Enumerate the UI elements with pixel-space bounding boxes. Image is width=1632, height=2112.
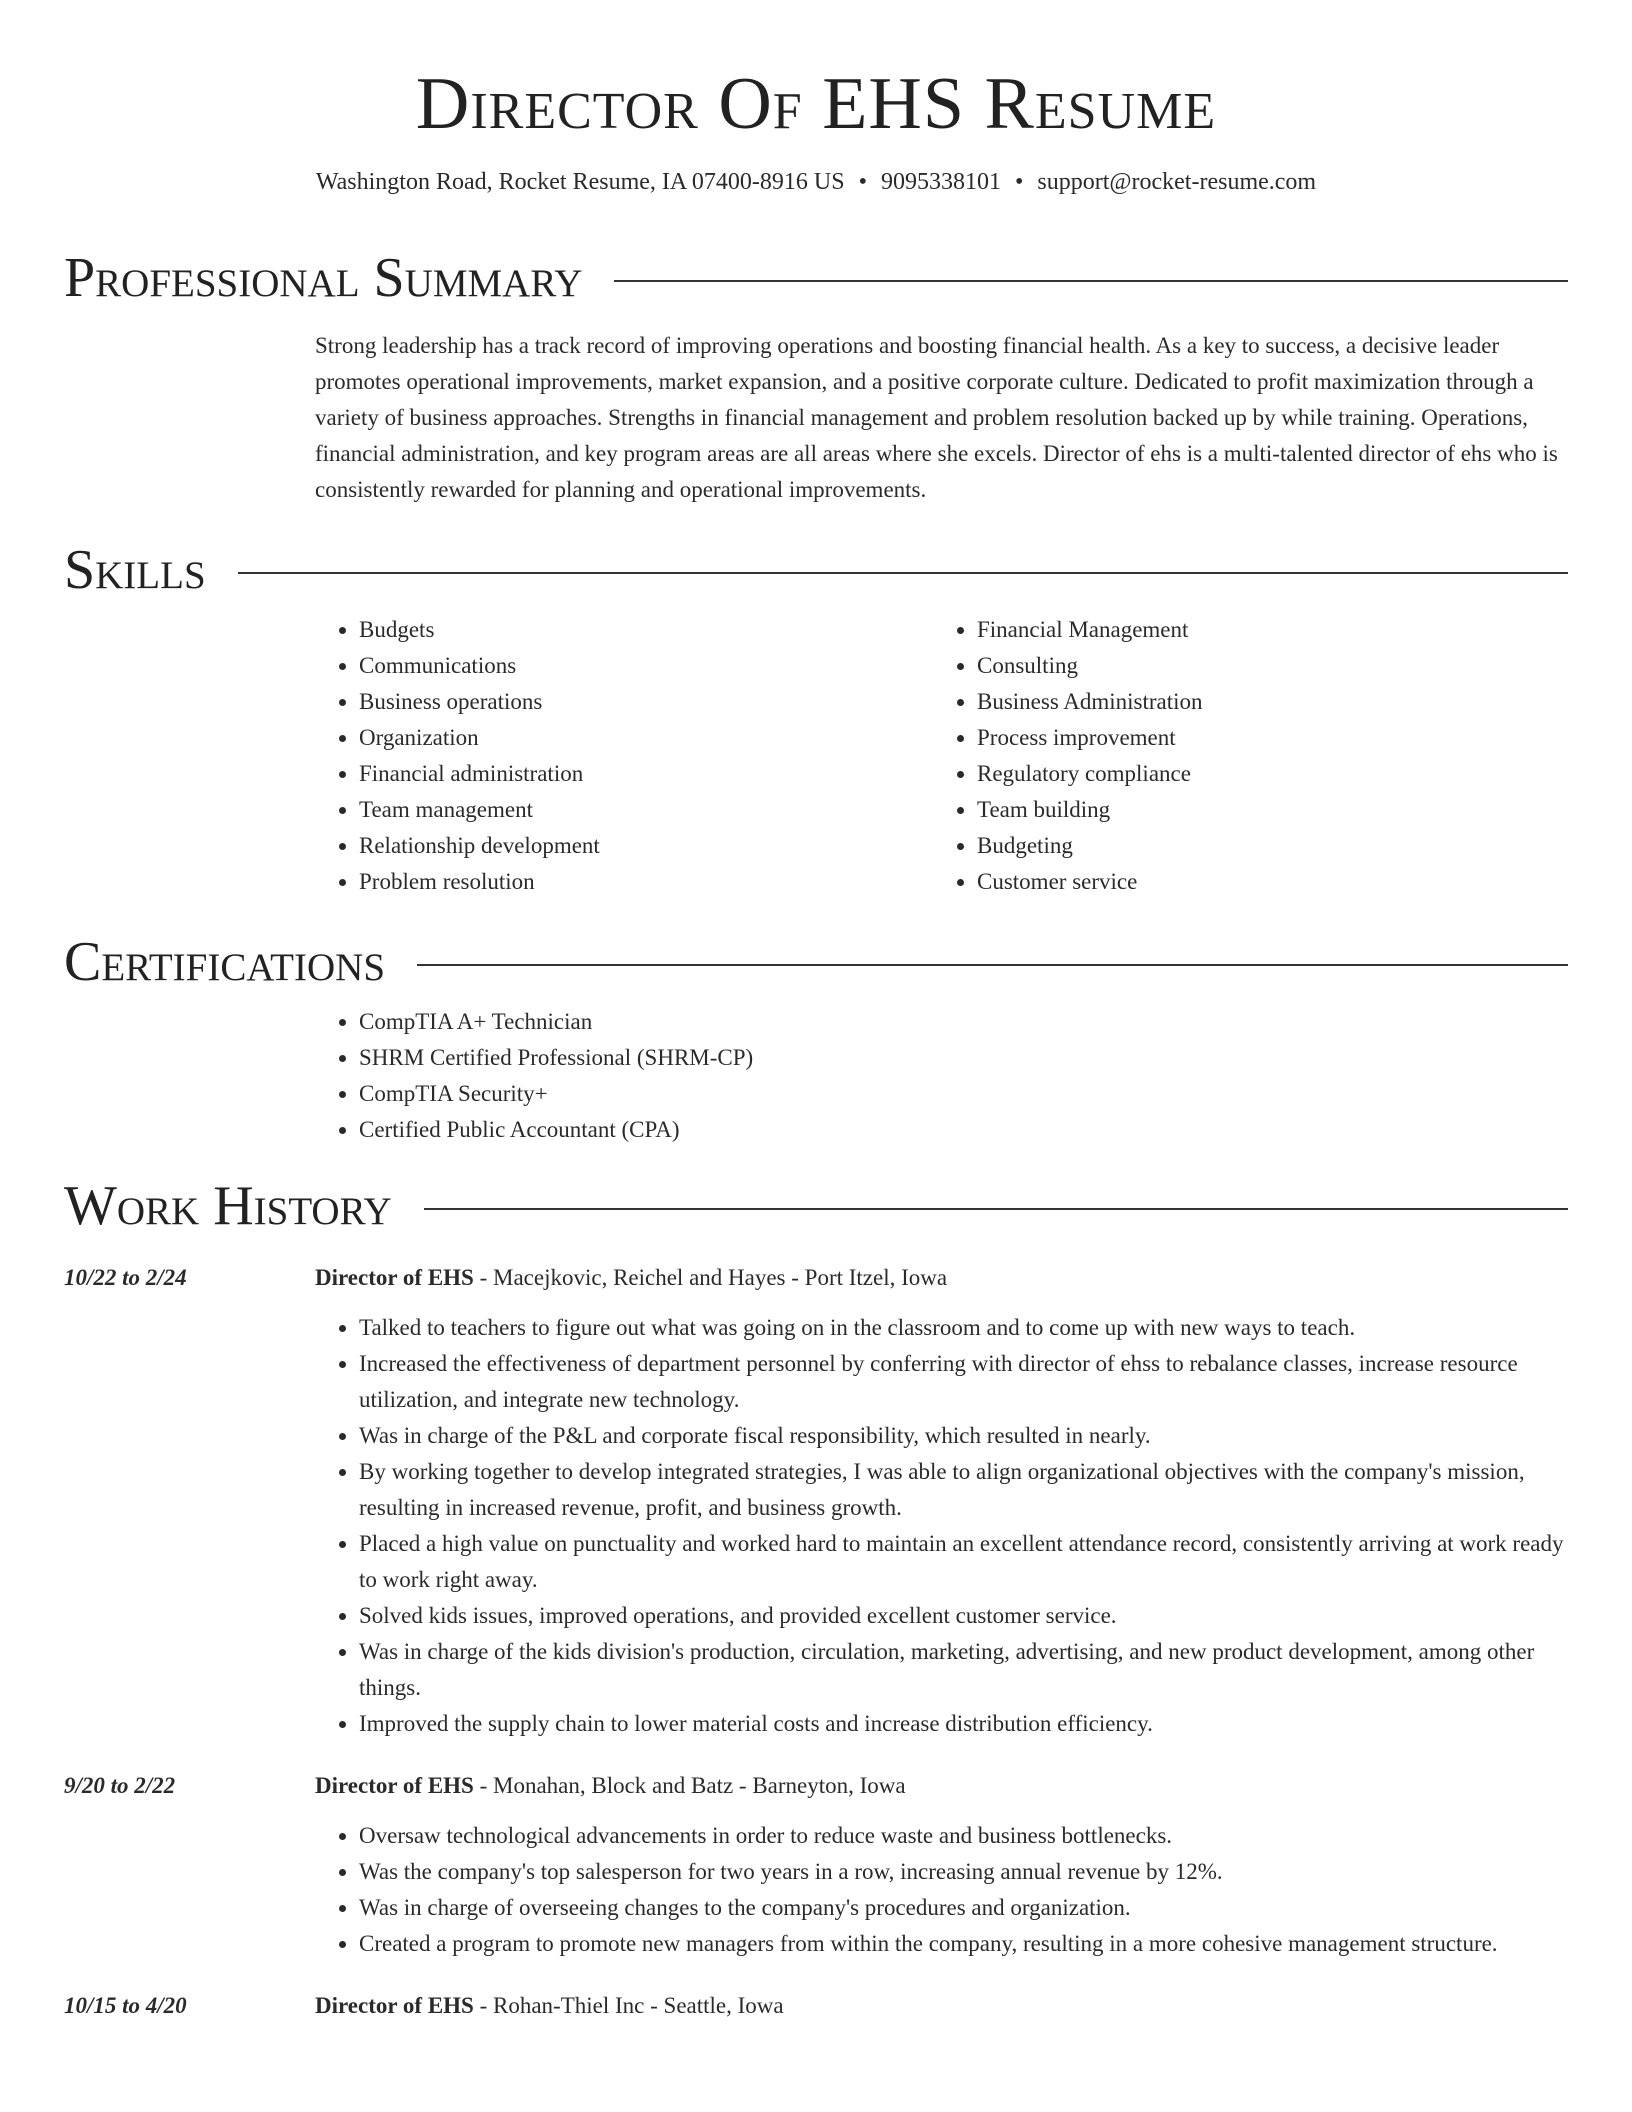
job-bullet: • Created a program to promote new managers from within the company, resulting in a more cohesive management structure. — [359, 1926, 1568, 1962]
resume-title: Director Of EHS Resume — [415, 63, 1217, 145]
skills-section-header — [64, 538, 1568, 602]
skill-item: • Team building — [977, 792, 1551, 828]
skill-item: • Customer service — [977, 864, 1551, 900]
job-bullet: • Was the company's top salesperson for two years in a row, increasing annual revenue by 12%. — [359, 1854, 1568, 1890]
skill-item: • Relationship development — [359, 828, 933, 864]
skill-item: • Regulatory compliance — [977, 756, 1551, 792]
job-bullets — [315, 1310, 1568, 1742]
job-dates: 10/22 to 2/24 — [64, 1265, 187, 1290]
skills-heading: Skills — [64, 539, 206, 601]
contact-separator: • — [1015, 169, 1024, 195]
job-bullet: • Improved the supply chain to lower material costs and increase distribution efficiency. — [359, 1706, 1568, 1742]
certification-item: • CompTIA Security+ — [359, 1076, 1568, 1112]
skill-item: • Budgeting — [977, 828, 1551, 864]
job-company-location: - Macejkovic, Reichel and Hayes - Port Itzel, Iowa — [473, 1265, 948, 1290]
job-dates: 10/15 to 4/20 — [64, 1993, 187, 2018]
job-company-location: - Monahan, Block and Batz - Barneyton, Iowa — [473, 1773, 906, 1798]
work-history-list — [64, 1260, 1568, 2024]
skills-list-left — [315, 612, 933, 900]
job-bullet: • Solved kids issues, improved operations, and provided excellent customer service. — [359, 1598, 1568, 1634]
contact-address: Washington Road, Rocket Resume, IA 07400-8916 US — [315, 169, 845, 195]
job-bullets — [315, 1818, 1568, 1962]
section-divider — [417, 964, 1568, 966]
contact-phone: 9095338101 — [881, 169, 1001, 195]
job-entry — [64, 1768, 1568, 1962]
resume-page — [64, 0, 1568, 2024]
skills-list-right — [933, 612, 1551, 900]
skill-item: • Business Administration — [977, 684, 1551, 720]
summary-text: Strong leadership has a track record of improving operations and boosting financial health. As a key to success, a decisive leader promotes operational improvements, market expansion, and a positive corporate culture. Dedicated to profit maximization through a variety of business approaches. Strengths in financial management and problem resolution backed up by while training. Operations, financial administration, and key program areas are all areas where she excels. Director of ehs is a multi-talented director of ehs who is consistently rewarded for planning and operational improvements. — [315, 333, 1558, 502]
skill-item: • Problem resolution — [359, 864, 933, 900]
job-title-line — [315, 1768, 1568, 1804]
certification-item: • CompTIA A+ Technician — [359, 1004, 1568, 1040]
job-bullet: • Was in charge of overseeing changes to the company's procedures and organization. — [359, 1890, 1568, 1926]
contact-email[interactable]: support@rocket-resume.com — [1037, 169, 1317, 195]
work-history-heading: Work History — [64, 1175, 392, 1237]
summary-heading: Professional Summary — [64, 247, 583, 309]
skill-item: • Business operations — [359, 684, 933, 720]
job-title-line — [315, 1260, 1568, 1296]
job-role: Director of EHS — [315, 1265, 474, 1290]
contact-separator: • — [858, 169, 867, 195]
section-divider — [424, 1208, 1568, 1210]
contact-line — [64, 166, 1568, 198]
certifications-section-header — [64, 930, 1568, 994]
certification-item: • Certified Public Accountant (CPA) — [359, 1112, 1568, 1148]
section-divider — [614, 280, 1568, 282]
skill-item: • Financial Management — [977, 612, 1551, 648]
job-bullet: • Was in charge of the P&L and corporate fiscal responsibility, which resulted in nearly. — [359, 1418, 1568, 1454]
job-title-line — [315, 1988, 1568, 2024]
job-company-location: - Rohan-Thiel Inc - Seattle, Iowa — [473, 1993, 784, 2018]
certification-item: • SHRM Certified Professional (SHRM-CP) — [359, 1040, 1568, 1076]
skill-item: • Financial administration — [359, 756, 933, 792]
job-role: Director of EHS — [315, 1773, 474, 1798]
job-dates: 9/20 to 2/22 — [64, 1773, 176, 1798]
skill-item: • Consulting — [977, 648, 1551, 684]
job-bullet: • Placed a high value on punctuality and worked hard to maintain an excellent attendance record, consistently arriving at work ready to work right away. — [359, 1526, 1568, 1598]
summary-section-header — [64, 246, 1568, 310]
job-bullet: • By working together to develop integrated strategies, I was able to align organizational objectives with the company's mission, resulting in increased revenue, profit, and business growth. — [359, 1454, 1568, 1526]
skills-grid — [315, 612, 1568, 900]
job-entry — [64, 1260, 1568, 1742]
skill-item: • Process improvement — [977, 720, 1551, 756]
job-bullet: • Was in charge of the kids division's production, circulation, marketing, advertising, and new product development, among other things. — [359, 1634, 1568, 1706]
job-bullet: • Increased the effectiveness of department personnel by conferring with director of ehss to rebalance classes, increase resource utilization, and integrate new technology. — [359, 1346, 1568, 1418]
certifications-list — [315, 1004, 1568, 1148]
job-role: Director of EHS — [315, 1993, 474, 2018]
job-details — [315, 1768, 1568, 1962]
job-details — [315, 1988, 1568, 2024]
job-entry — [64, 1988, 1568, 2024]
skill-item: • Budgets — [359, 612, 933, 648]
job-bullet: • Talked to teachers to figure out what was going on in the classroom and to come up with new ways to teach. — [359, 1310, 1568, 1346]
job-bullet: • Oversaw technological advancements in order to reduce waste and business bottlenecks. — [359, 1818, 1568, 1854]
certifications-heading: Certifications — [64, 931, 386, 993]
skill-item: • Communications — [359, 648, 933, 684]
skill-item: • Organization — [359, 720, 933, 756]
section-divider — [238, 572, 1568, 574]
skill-item: • Team management — [359, 792, 933, 828]
certifications-body — [315, 1004, 1568, 1148]
work-history-section-header — [64, 1174, 1568, 1238]
job-details — [315, 1260, 1568, 1742]
